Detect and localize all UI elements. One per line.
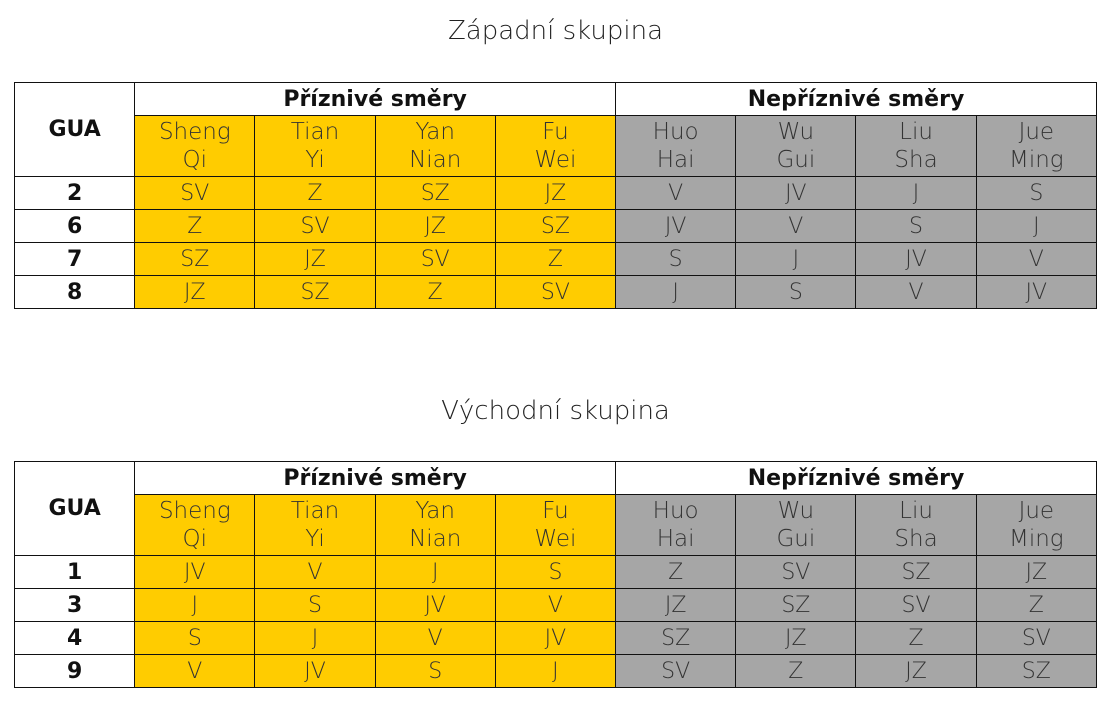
direction-cell: SZ — [255, 276, 375, 309]
direction-name-line: Huo — [652, 119, 699, 145]
direction-cell: J — [375, 556, 495, 589]
gua-number: 7 — [15, 243, 135, 276]
gua-number: 6 — [15, 210, 135, 243]
unfavorable-directions-header: Nepříznivé směry — [616, 83, 1097, 116]
direction-name-line: Jue — [1018, 498, 1055, 524]
table-row — [15, 556, 1097, 589]
direction-cell: V — [255, 556, 375, 589]
direction-name-line: Ming — [1009, 147, 1064, 173]
direction-name-line: Sha — [894, 147, 938, 173]
table-row — [15, 276, 1097, 309]
direction-cell: SV — [856, 589, 976, 622]
unfavorable-directions-header: Nepříznivé směry — [616, 462, 1097, 495]
direction-name-header — [616, 495, 736, 556]
direction-cell: V — [976, 243, 1096, 276]
direction-cell: JZ — [856, 655, 976, 688]
direction-cell: S — [375, 655, 495, 688]
direction-name-header — [976, 116, 1096, 177]
direction-cell: SV — [135, 177, 255, 210]
direction-cell: SV — [495, 276, 615, 309]
direction-cell: J — [976, 210, 1096, 243]
gua-number: 9 — [15, 655, 135, 688]
direction-cell: JV — [976, 276, 1096, 309]
direction-cell: JZ — [495, 177, 615, 210]
direction-name-header — [375, 116, 495, 177]
direction-name-header — [856, 495, 976, 556]
direction-cell: SV — [255, 210, 375, 243]
direction-cell: J — [495, 655, 615, 688]
direction-cell: JV — [375, 589, 495, 622]
table-row — [15, 589, 1097, 622]
direction-cell: Z — [616, 556, 736, 589]
gua-header: GUA — [15, 462, 135, 556]
direction-name-header — [736, 116, 856, 177]
direction-name-header — [255, 116, 375, 177]
direction-cell: JV — [495, 622, 615, 655]
direction-cell: V — [736, 210, 856, 243]
direction-cell: JZ — [135, 276, 255, 309]
direction-name-line: Hai — [656, 147, 695, 173]
direction-cell: JZ — [255, 243, 375, 276]
direction-name-header — [495, 116, 615, 177]
direction-name-line: Yan — [415, 498, 455, 524]
direction-cell: S — [255, 589, 375, 622]
gua-number: 8 — [15, 276, 135, 309]
gua-number: 3 — [15, 589, 135, 622]
direction-cell: SV — [616, 655, 736, 688]
table-row — [15, 622, 1097, 655]
direction-cell: JV — [616, 210, 736, 243]
table-row — [15, 177, 1097, 210]
east-group-title: Východní skupina — [441, 396, 670, 426]
direction-cell: S — [976, 177, 1096, 210]
direction-name-line: Fu — [542, 498, 569, 524]
direction-cell: S — [135, 622, 255, 655]
east-group-table — [14, 461, 1097, 688]
direction-name-header — [135, 495, 255, 556]
direction-cell: SV — [736, 556, 856, 589]
direction-name-line: Tian — [290, 119, 340, 145]
direction-cell: S — [616, 243, 736, 276]
west-group-title: Západní skupina — [447, 16, 664, 46]
direction-cell: SV — [375, 243, 495, 276]
direction-name-line: Wei — [534, 147, 577, 173]
direction-name-line: Yi — [305, 526, 325, 552]
group-header-row — [15, 83, 1097, 116]
direction-cell: J — [736, 243, 856, 276]
direction-name-line: Wei — [534, 526, 577, 552]
west-group-table — [14, 82, 1097, 309]
direction-name-line: Gui — [776, 526, 816, 552]
table-row — [15, 655, 1097, 688]
direction-name-line: Jue — [1018, 119, 1055, 145]
direction-cell: Z — [135, 210, 255, 243]
direction-name-line: Tian — [290, 498, 340, 524]
direction-name-header — [736, 495, 856, 556]
direction-cell: JZ — [736, 622, 856, 655]
direction-name-line: Hai — [656, 526, 695, 552]
direction-cell: Z — [255, 177, 375, 210]
direction-name-line: Gui — [776, 147, 816, 173]
direction-name-line: Huo — [652, 498, 699, 524]
direction-name-header — [135, 116, 255, 177]
direction-cell: V — [375, 622, 495, 655]
gua-number: 4 — [15, 622, 135, 655]
direction-name-line: Sheng — [158, 119, 231, 145]
direction-cell: J — [255, 622, 375, 655]
direction-cell: JV — [736, 177, 856, 210]
direction-name-line: Sheng — [158, 498, 231, 524]
group-header-row — [15, 462, 1097, 495]
direction-cell: V — [856, 276, 976, 309]
direction-name-line: Nian — [409, 147, 462, 173]
direction-name-header — [856, 116, 976, 177]
direction-cell: SZ — [976, 655, 1096, 688]
direction-name-line: Yan — [415, 119, 455, 145]
direction-cell: V — [616, 177, 736, 210]
direction-cell: J — [135, 589, 255, 622]
direction-cell: Z — [856, 622, 976, 655]
direction-cell: JZ — [375, 210, 495, 243]
favorable-directions-header: Příznivé směry — [135, 83, 616, 116]
direction-name-header — [616, 116, 736, 177]
direction-cell: Z — [495, 243, 615, 276]
direction-cell: V — [495, 589, 615, 622]
direction-name-line: Wu — [777, 119, 815, 145]
direction-name-line: Sha — [894, 526, 938, 552]
direction-name-line: Nian — [409, 526, 462, 552]
direction-cell: JV — [856, 243, 976, 276]
direction-name-header — [375, 495, 495, 556]
direction-name-line: Liu — [899, 119, 933, 145]
direction-name-line: Yi — [305, 147, 325, 173]
direction-cell: JV — [135, 556, 255, 589]
gua-header: GUA — [15, 83, 135, 177]
direction-cell: V — [135, 655, 255, 688]
direction-cell: SZ — [856, 556, 976, 589]
direction-cell: J — [616, 276, 736, 309]
gua-number: 1 — [15, 556, 135, 589]
direction-cell: S — [856, 210, 976, 243]
direction-cell: Z — [375, 276, 495, 309]
direction-name-line: Ming — [1009, 526, 1064, 552]
direction-cell: Z — [736, 655, 856, 688]
direction-cell: SV — [976, 622, 1096, 655]
direction-cell: JZ — [616, 589, 736, 622]
direction-cell: Z — [976, 589, 1096, 622]
direction-cell: SZ — [616, 622, 736, 655]
direction-name-line: Wu — [777, 498, 815, 524]
favorable-directions-header: Příznivé směry — [135, 462, 616, 495]
direction-name-line: Liu — [899, 498, 933, 524]
direction-cell: SZ — [495, 210, 615, 243]
table-row — [15, 210, 1097, 243]
direction-name-line: Qi — [182, 526, 208, 552]
direction-name-line: Qi — [182, 147, 208, 173]
direction-cell: SZ — [135, 243, 255, 276]
direction-names-row — [15, 495, 1097, 556]
direction-cell: S — [736, 276, 856, 309]
direction-name-line: Fu — [542, 119, 569, 145]
direction-cell: SZ — [736, 589, 856, 622]
direction-name-header — [255, 495, 375, 556]
direction-name-header — [495, 495, 615, 556]
direction-name-header — [976, 495, 1096, 556]
direction-cell: JV — [255, 655, 375, 688]
gua-number: 2 — [15, 177, 135, 210]
direction-cell: S — [495, 556, 615, 589]
direction-cell: J — [856, 177, 976, 210]
table-row — [15, 243, 1097, 276]
direction-cell: JZ — [976, 556, 1096, 589]
direction-cell: SZ — [375, 177, 495, 210]
direction-names-row — [15, 116, 1097, 177]
